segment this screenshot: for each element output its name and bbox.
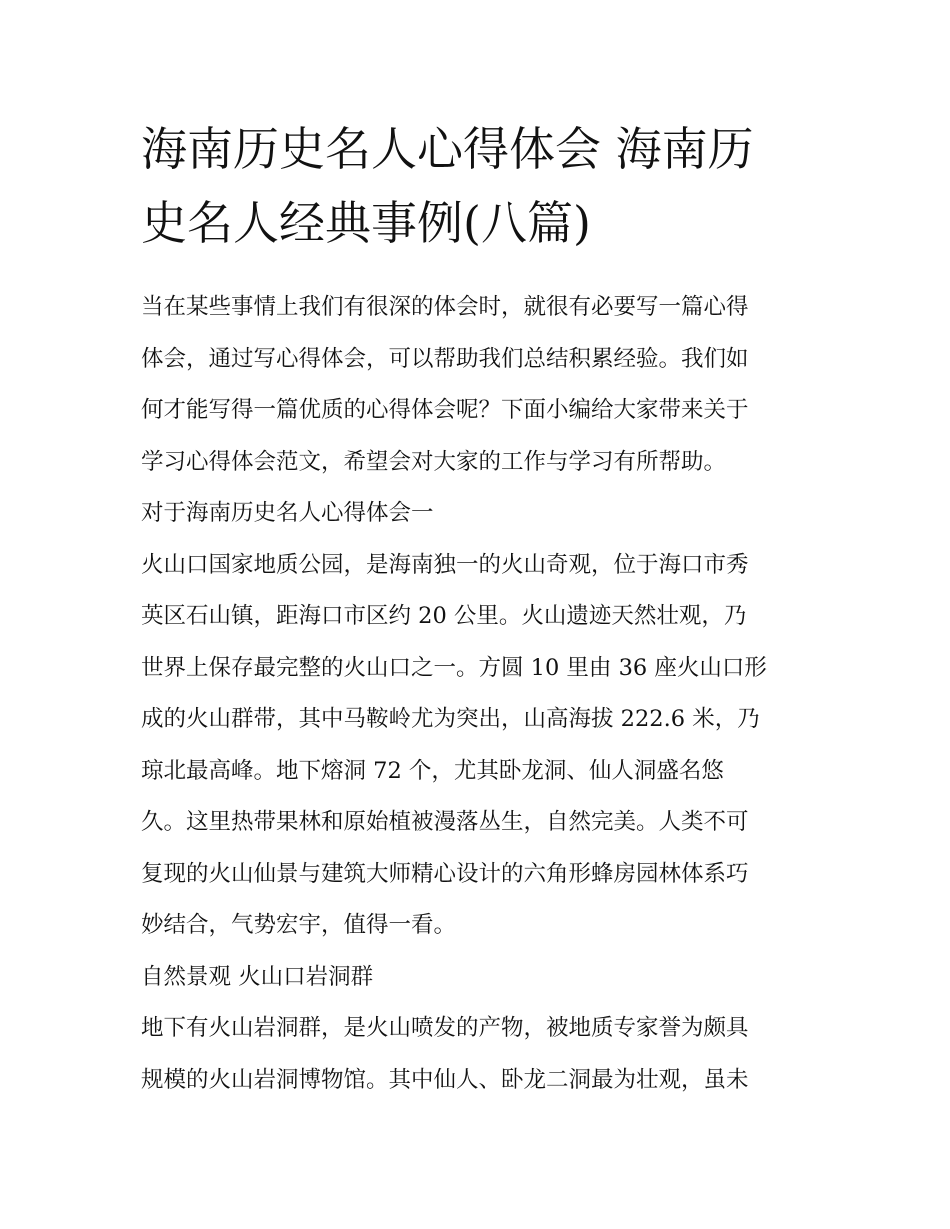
document-page [141, 112, 821, 1106]
title-line: 海南历史名人心得体会 海南历 [141, 122, 754, 176]
paragraph-line: 久。这里热带果林和原始植被漫落丛生，自然完美。人类不可 [141, 809, 749, 835]
paragraph-line: 复现的火山仙景与建筑大师精心设计的六角形蜂房园林体系巧 [141, 860, 749, 887]
section-heading: 对于海南历史名人心得体会一 [141, 500, 434, 526]
paragraph-line: 地下有火山岩洞群，是火山喷发的产物，被地质专家誉为颇具 [141, 1015, 749, 1041]
title-line: 史名人经典事例(八篇) [141, 196, 591, 250]
subsection-heading: 自然景观 火山口岩洞群 [141, 963, 374, 990]
paragraph-line: 体会，通过写心得体会，可以帮助我们总结积累经验。我们如 [141, 345, 749, 372]
paragraph-line: 当在某些事情上我们有很深的体会时，就很有必要写一篇心得 [141, 294, 749, 320]
paragraph-line: 成的火山群带，其中马鞍岭尤为突出，山高海拔 222.6 米，乃 [141, 706, 760, 732]
paragraph-line: 世界上保存最完整的火山口之一。方圆 10 里由 36 座火山口形 [141, 654, 767, 681]
subsection-paragraph [141, 1003, 821, 1106]
paragraph-line: 火山口国家地质公园，是海南独一的火山奇观，位于海口市秀 [141, 551, 749, 578]
paragraph-line: 规模的火山岩洞博物馆。其中仙人、卧龙二洞最为壮观，虽未 [141, 1066, 749, 1093]
intro-paragraph [141, 282, 821, 488]
paragraph-line: 琼北最高峰。地下熔洞 72 个，尤其卧龙洞、仙人洞盛名悠 [141, 757, 724, 784]
paragraph-line: 学习心得体会范文，希望会对大家的工作与学习有所帮助。 [141, 448, 727, 475]
section-paragraph [141, 540, 821, 952]
document-title [141, 112, 821, 260]
paragraph-line: 何才能写得一篇优质的心得体会呢？下面小编给大家带来关于 [141, 397, 749, 423]
paragraph-line: 英区石山镇，距海口市区约 20 公里。火山遗迹天然壮观，乃 [141, 603, 747, 629]
paragraph-line: 妙结合，气势宏宇，值得一看。 [141, 912, 457, 938]
